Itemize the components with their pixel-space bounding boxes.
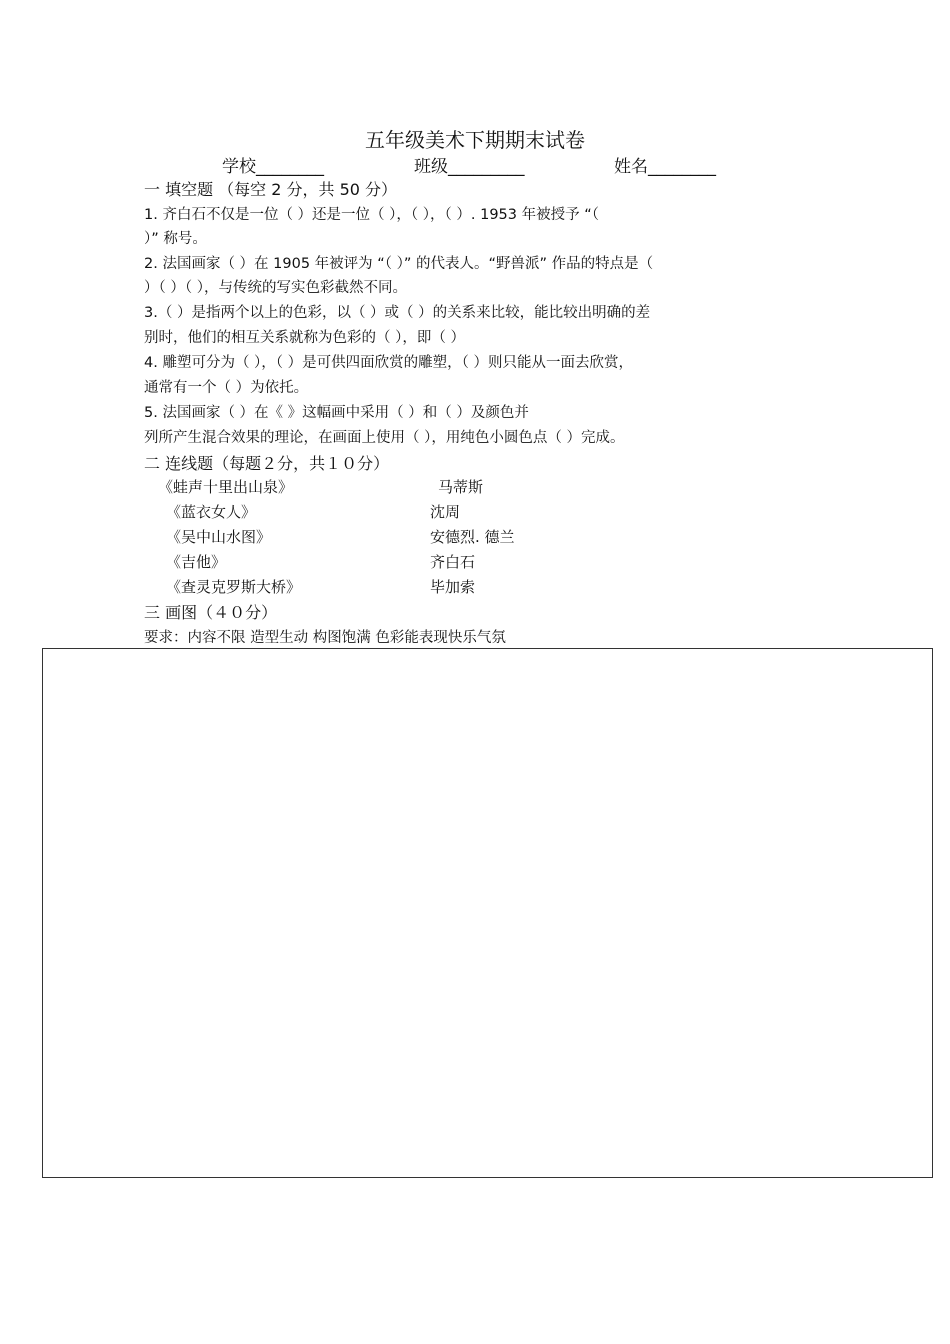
name-field: 姓名________ [614,157,716,177]
artwork-item: 《蛙声十里出山泉》 [158,478,294,496]
drawing-requirement: 要求：内容不限 造型生动 构图饱满 色彩能表现快乐气氛 [144,630,506,646]
section3-heading: 三 画图（４０分） [144,603,278,622]
artist-item: 沈周 [430,503,461,521]
artwork-item: 《查灵克罗斯大桥》 [166,578,302,596]
question-line: 1. 齐白石不仅是一位（ ）还是一位（ ），（ ），（ ）. 1953 年被授予 “（ [144,207,599,223]
question-line: 通常有一个（ ）为依托。 [144,380,309,396]
question-line: 别时，他们的相互关系就称为色彩的（ ），即（ ） [144,330,465,346]
artwork-item: 《吴中山水图》 [166,528,272,546]
artist-item: 毕加索 [430,578,476,596]
drawing-area[interactable] [42,648,933,1178]
section2-heading: 二 连线题（每题２分，共１０分） [144,454,390,473]
page-title: 五年级美术下期期末试卷 [365,128,585,152]
school-field: 学校________ [222,157,324,177]
question-line: 3.（ ）是指两个以上的色彩，以（ ）或（ ）的关系来比较，能比较出明确的差 [144,305,651,321]
artwork-item: 《吉他》 [166,553,227,571]
artist-item: 马蒂斯 [438,478,484,496]
question-line: 5. 法国画家（ ）在《 》这幅画中采用（ ）和（ ）及颜色并 [144,405,529,421]
question-line: 2. 法国画家（ ）在 1905 年被评为 “（ ）” 的代表人。“野兽派” 作品的特点是（ [144,256,654,272]
artist-item: 齐白石 [430,553,476,571]
question-line: ）” 称号。 [144,231,207,247]
artwork-item: 《蓝衣女人》 [166,503,257,521]
question-line: 4. 雕塑可分为（ ），（ ）是可供四面欣赏的雕塑，（ ）则只能从一面去欣赏， [144,355,634,371]
question-line: 列所产生混合效果的理论，在画面上使用（ ），用纯色小圆色点（ ）完成。 [144,430,625,446]
artist-item: 安德烈. 德兰 [430,528,515,546]
question-line: ）（ ）（ ），与传统的写实色彩截然不同。 [144,280,407,296]
class-field: 班级_________ [414,157,525,177]
section1-heading: 一 填空题 （每空 2 分，共 50 分） [144,180,398,199]
